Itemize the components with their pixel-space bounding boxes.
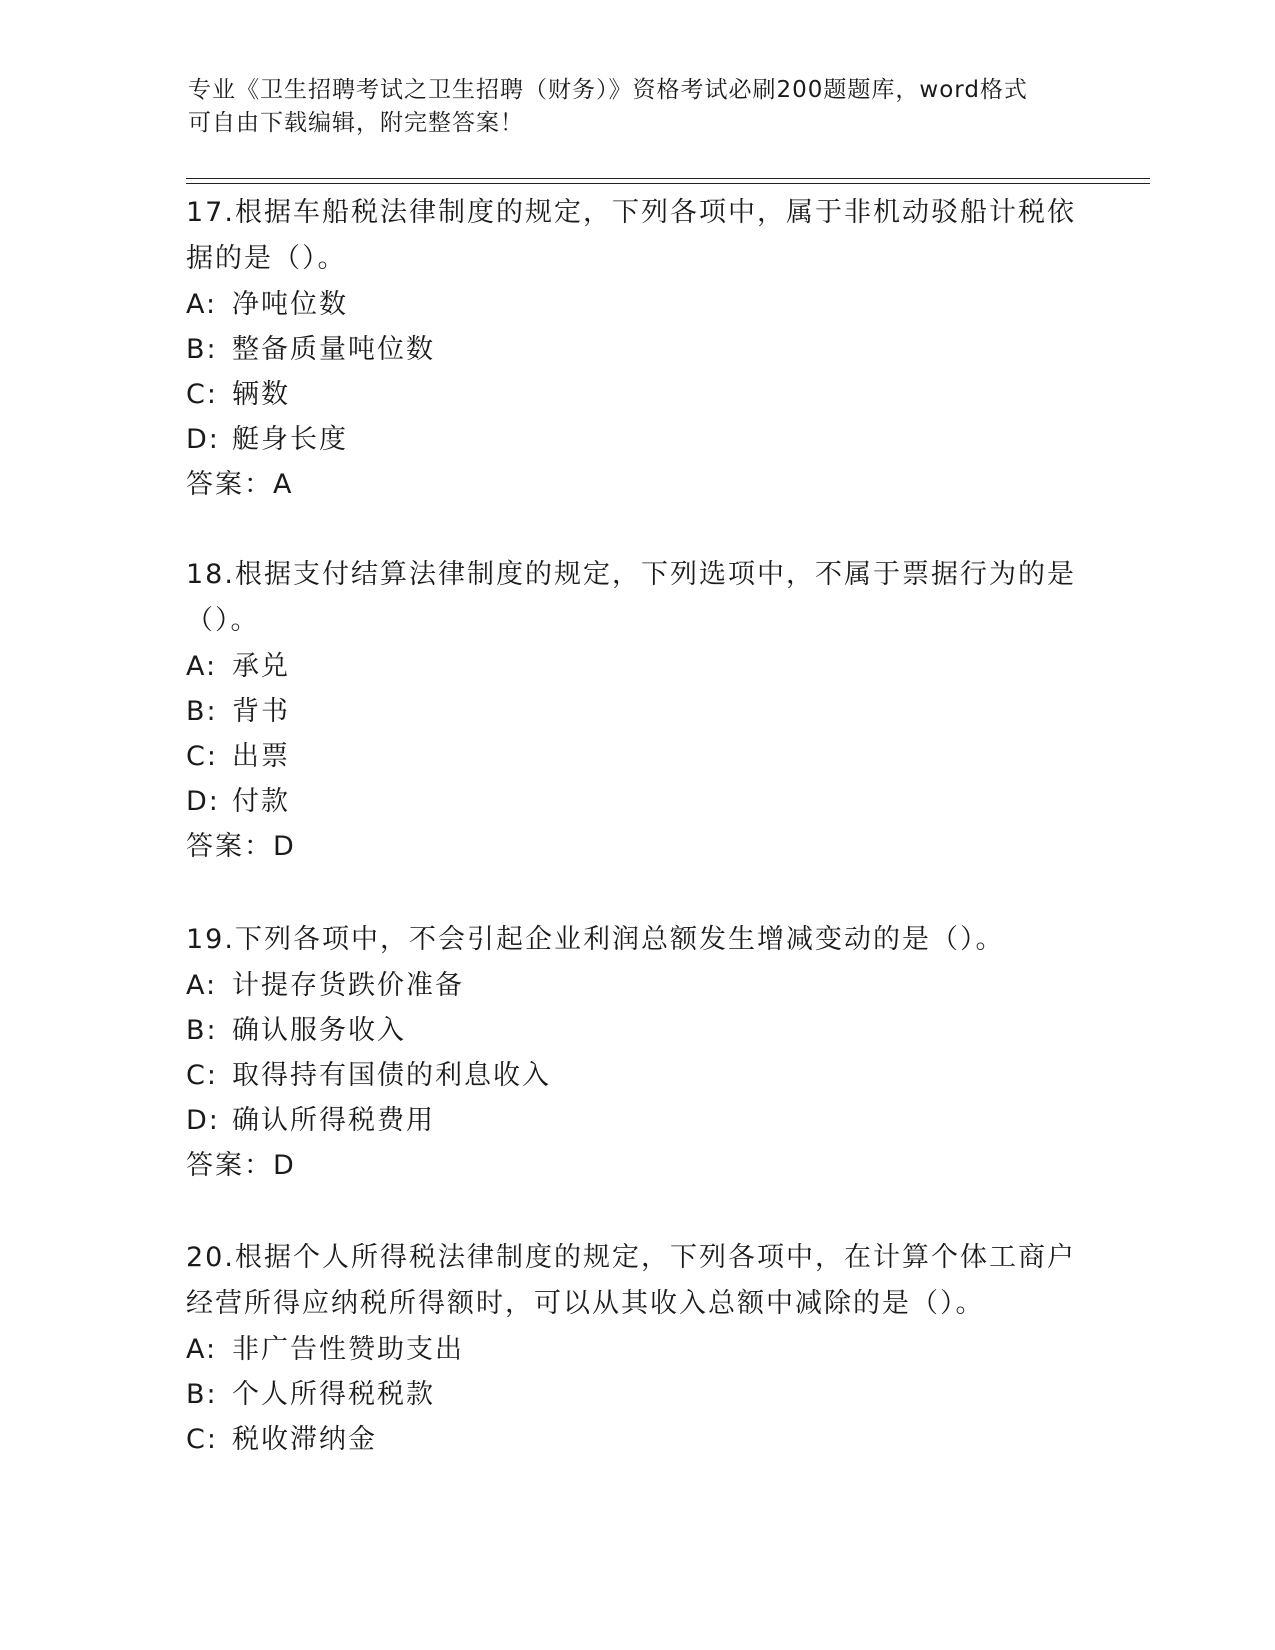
option-a (186, 1327, 1086, 1372)
option-key: B: (186, 1015, 218, 1046)
option-key: A: (186, 651, 218, 682)
question-stem (186, 1235, 1086, 1327)
option-text: 净吨位数 (232, 289, 348, 320)
question-stem-line-1: 18.根据支付结算法律制度的规定，下列选项中，不属于票据行为的是 (186, 559, 1076, 590)
option-b (186, 327, 1086, 372)
header-double-rule (186, 178, 1150, 184)
question-stem (186, 190, 1086, 282)
option-key: C: (186, 379, 218, 410)
answer: 答案：D (186, 831, 296, 862)
option-a (186, 963, 1086, 1008)
option-key: B: (186, 334, 218, 365)
option-c (186, 1417, 1086, 1462)
option-key: D: (186, 424, 220, 455)
option-key: C: (186, 741, 218, 772)
option-text: 整备质量吨位数 (232, 334, 435, 365)
question-stem-line-2: （）。 (186, 605, 260, 636)
option-key: A: (186, 289, 218, 320)
option-text: 辆数 (232, 379, 290, 410)
option-text: 取得持有国债的利息收入 (232, 1060, 551, 1091)
question-19 (186, 917, 1086, 1189)
option-text: 计提存货跌价准备 (232, 970, 464, 1001)
option-text: 确认所得税费用 (232, 1105, 435, 1136)
option-text: 承兑 (232, 651, 290, 682)
option-text: 个人所得税税款 (232, 1379, 435, 1410)
option-text: 非广告性赞助支出 (232, 1334, 464, 1365)
option-text: 艇身长度 (232, 424, 348, 455)
option-a (186, 282, 1086, 327)
question-stem-line-1: 19.下列各项中，不会引起企业利润总额发生增减变动的是（）。 (186, 924, 1005, 955)
option-text: 税收滞纳金 (232, 1424, 377, 1455)
option-b (186, 689, 1086, 734)
option-key: A: (186, 1334, 218, 1365)
option-text: 付款 (232, 786, 290, 817)
option-text: 确认服务收入 (232, 1015, 406, 1046)
option-text: 背书 (232, 696, 290, 727)
question-20 (186, 1235, 1086, 1462)
option-key: C: (186, 1424, 218, 1455)
header-line-1: 专业《卫生招聘考试之卫生招聘（财务）》资格考试必刷200题题库，word格式 (188, 77, 1028, 103)
option-key: B: (186, 1379, 218, 1410)
option-b (186, 1008, 1086, 1053)
question-stem-line-2: 经营所得应纳税所得额时，可以从其收入总额中减除的是（）。 (186, 1288, 985, 1319)
option-key: A: (186, 970, 218, 1001)
option-key: D: (186, 1105, 220, 1136)
question-stem (186, 552, 1086, 644)
option-c (186, 372, 1086, 417)
question-stem-line-1: 17.根据车船税法律制度的规定，下列各项中，属于非机动驳船计税依 (186, 197, 1076, 228)
option-key: B: (186, 696, 218, 727)
header-line-2: 可自由下载编辑，附完整答案！ (188, 110, 524, 136)
option-b (186, 1372, 1086, 1417)
question-stem (186, 917, 1086, 963)
option-d (186, 1098, 1086, 1143)
option-c (186, 734, 1086, 779)
option-c (186, 1053, 1086, 1098)
option-key: D: (186, 786, 220, 817)
option-d (186, 417, 1086, 462)
option-a (186, 644, 1086, 689)
question-stem-line-2: 据的是（）。 (186, 243, 347, 274)
option-key: C: (186, 1060, 218, 1091)
answer: 答案：A (186, 469, 294, 500)
question-stem-line-1: 20.根据个人所得税法律制度的规定，下列各项中，在计算个体工商户 (186, 1242, 1076, 1273)
option-text: 出票 (232, 741, 290, 772)
option-d (186, 779, 1086, 824)
answer: 答案：D (186, 1150, 296, 1181)
question-18 (186, 552, 1086, 870)
question-17 (186, 190, 1086, 508)
page-header (188, 74, 1068, 140)
